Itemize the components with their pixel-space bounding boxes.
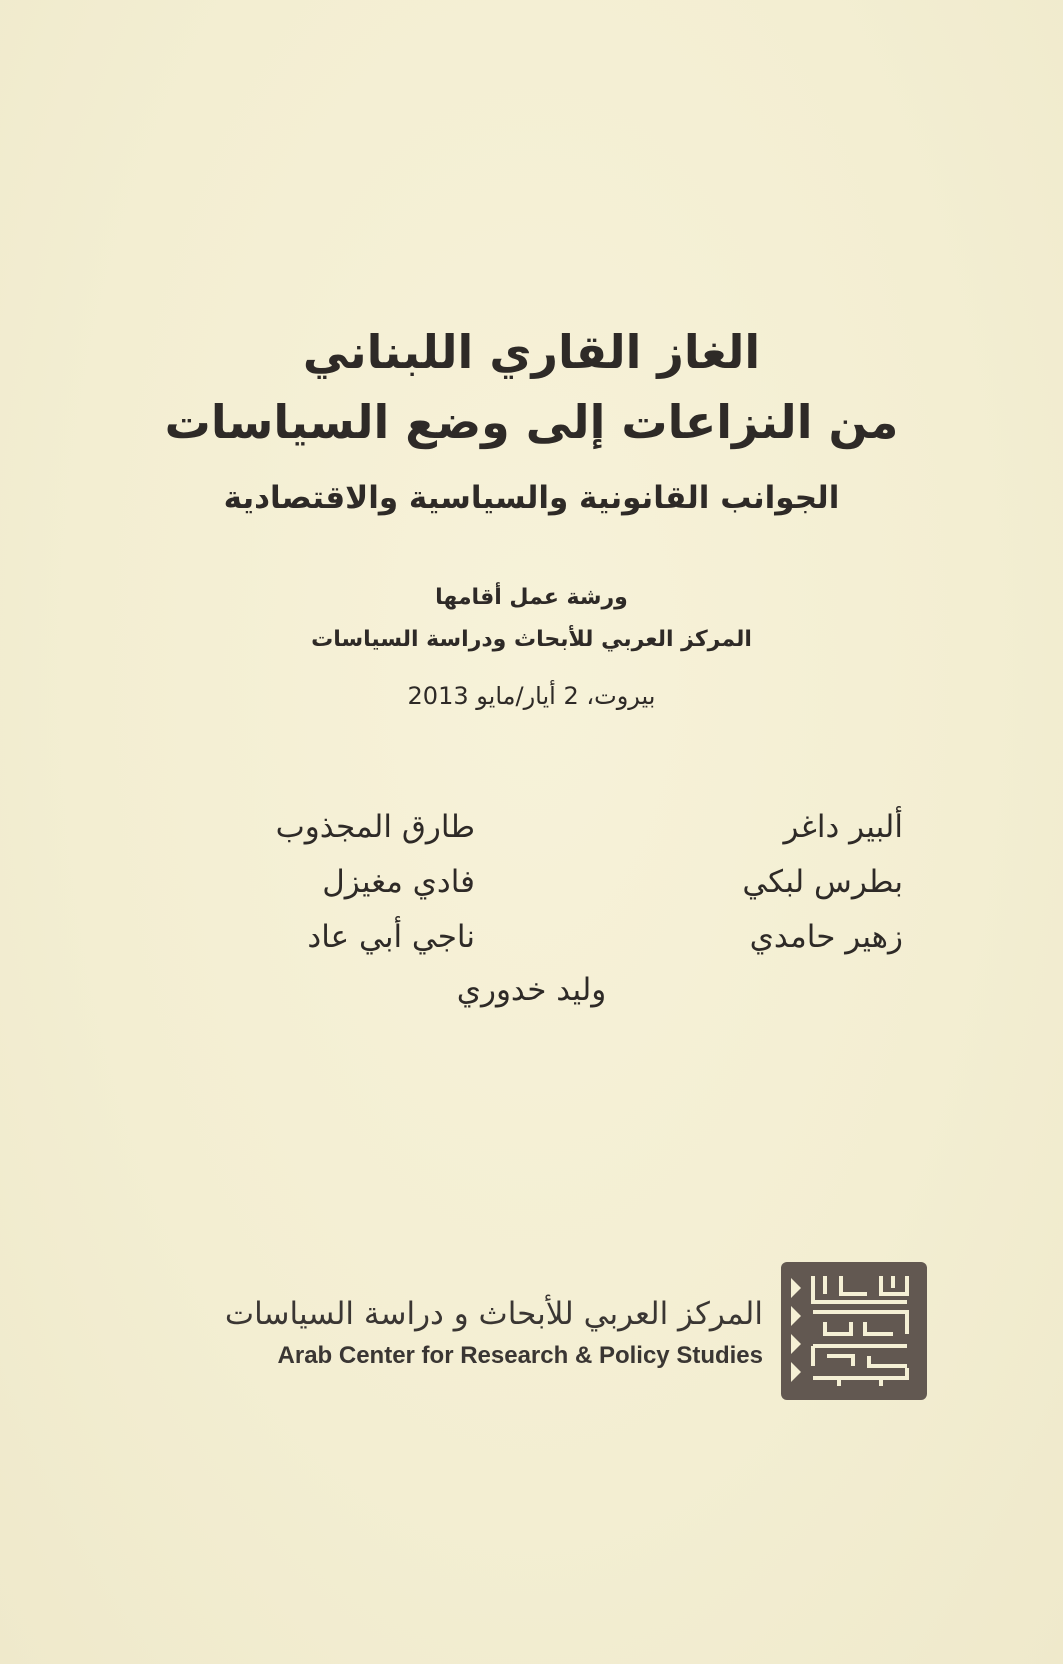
- workshop-text: ورشة عمل أقامها: [435, 585, 628, 610]
- author-name: ألبير داغر: [783, 809, 903, 845]
- author-name-center: وليد خدوري: [456, 972, 607, 1008]
- publisher-name-english: Arab Center for Research & Policy Studies: [277, 1342, 763, 1369]
- author-name: طارق المجذوب: [275, 809, 475, 845]
- authors-left-column: [205, 800, 475, 965]
- author-name: ناجي أبي عاد: [307, 919, 475, 955]
- title-line-1: الغاز القاري اللبناني: [302, 325, 761, 379]
- kufic-logo-icon: [781, 1262, 927, 1400]
- publisher-logo: [781, 1262, 927, 1400]
- author-name: بطرس لبكي: [742, 864, 903, 900]
- place-date: بيروت، 2 أيار/مايو 2013: [407, 682, 656, 710]
- author-name: زهير حامدي: [749, 919, 903, 955]
- authors-right-column: [603, 800, 903, 965]
- publisher-name-arabic: المركز العربي للأبحاث و دراسة السياسات: [224, 1296, 763, 1332]
- title-line-2: من النزاعات إلى وضع السياسات: [164, 395, 899, 449]
- organizer-text: المركز العربي للأبحاث ودراسة السياسات: [311, 627, 752, 652]
- subtitle: الجوانب القانونية والسياسية والاقتصادية: [223, 480, 840, 516]
- author-name: فادي مغيزل: [322, 864, 475, 900]
